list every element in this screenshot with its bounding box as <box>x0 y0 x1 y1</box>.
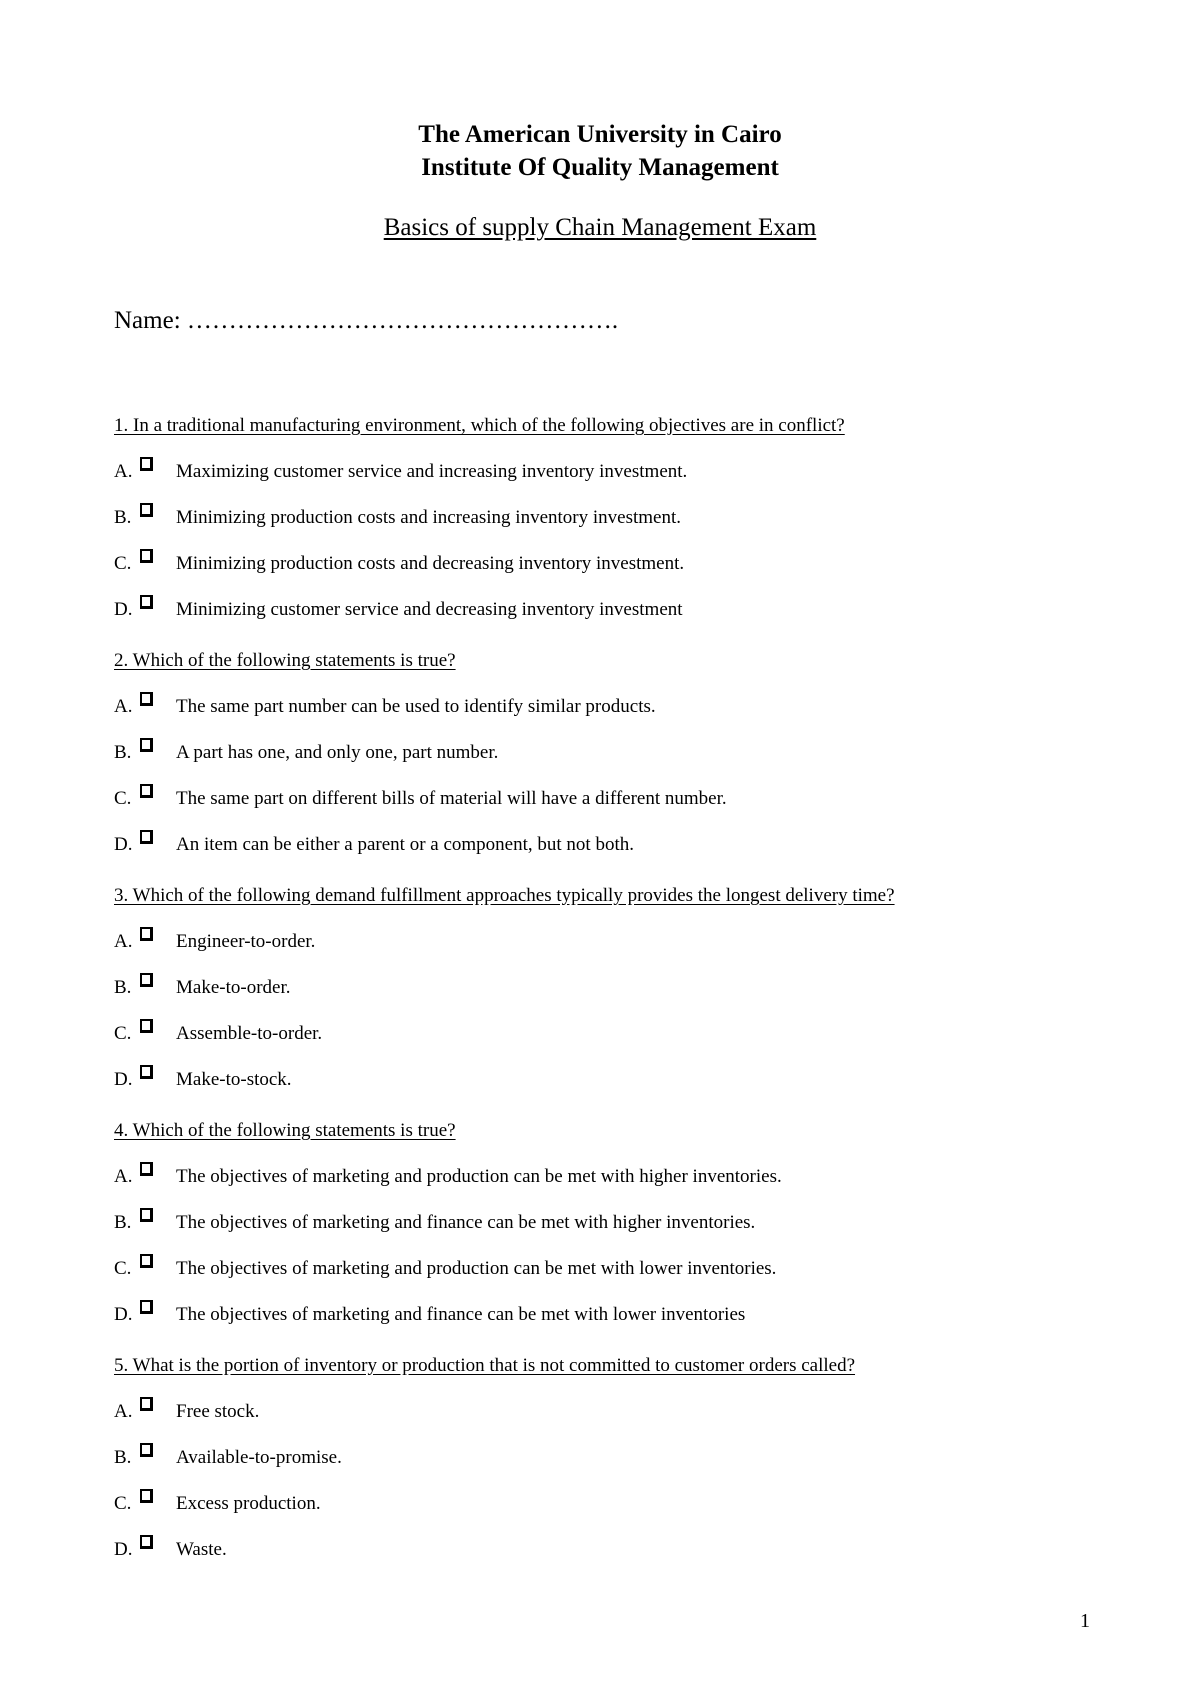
option-text: Minimizing production costs and increasing inventory investment. <box>176 507 681 528</box>
option-letter: A. <box>114 1401 133 1422</box>
checkbox-icon[interactable] <box>140 1443 153 1457</box>
option-letter: C. <box>114 788 132 809</box>
checkbox-icon[interactable] <box>140 595 153 609</box>
option-letter: B. <box>114 507 132 528</box>
option-letter: D. <box>114 1539 133 1560</box>
checkbox-icon[interactable] <box>140 1019 153 1033</box>
option-text: Available-to-promise. <box>176 1447 342 1468</box>
checkbox-icon[interactable] <box>140 1254 153 1268</box>
option-letter: C. <box>114 1493 132 1514</box>
option-letter: D. <box>114 834 133 855</box>
option-text: The objectives of marketing and finance can be met with higher inventories. <box>176 1212 756 1233</box>
page-number: 1 <box>1080 1610 1090 1632</box>
checkbox-icon[interactable] <box>140 784 153 798</box>
option-text: Minimizing production costs and decreasing inventory investment. <box>176 553 685 574</box>
checkbox-icon[interactable] <box>140 1300 153 1314</box>
checkbox-icon[interactable] <box>140 549 153 563</box>
option-letter: B. <box>114 1447 132 1468</box>
option-text: Engineer-to-order. <box>176 931 316 952</box>
option-text: Free stock. <box>176 1401 260 1422</box>
option-text: Minimizing customer service and decreasing inventory investment <box>176 599 683 620</box>
option-text: The same part number can be used to identify similar products. <box>176 696 656 717</box>
checkbox-icon[interactable] <box>140 1065 153 1079</box>
option-text: The objectives of marketing and production can be met with higher inventories. <box>176 1166 782 1187</box>
option-text: Maximizing customer service and increasing inventory investment. <box>176 461 688 482</box>
option-text: The objectives of marketing and finance can be met with lower inventories <box>176 1304 746 1325</box>
institute-title: Institute Of Quality Management <box>421 154 779 181</box>
checkbox-icon[interactable] <box>140 1397 153 1411</box>
checkbox-icon[interactable] <box>140 1162 153 1176</box>
option-letter: B. <box>114 1212 132 1233</box>
checkbox-icon[interactable] <box>140 692 153 706</box>
university-title: The American University in Cairo <box>418 121 782 148</box>
checkbox-icon[interactable] <box>140 1208 153 1222</box>
option-text: Excess production. <box>176 1493 321 1514</box>
option-text: The same part on different bills of material will have a different number. <box>176 788 727 809</box>
option-text: Assemble-to-order. <box>176 1023 323 1044</box>
checkbox-icon[interactable] <box>140 738 153 752</box>
header-block <box>0 118 1200 184</box>
checkbox-icon[interactable] <box>140 503 153 517</box>
option-letter: C. <box>114 553 132 574</box>
checkbox-icon[interactable] <box>140 973 153 987</box>
option-letter: B. <box>114 977 132 998</box>
option-letter: A. <box>114 931 133 952</box>
question-3: 3. Which of the following demand fulfillment approaches typically provides the longest delivery time? <box>114 885 895 906</box>
checkbox-icon[interactable] <box>140 457 153 471</box>
option-letter: C. <box>114 1023 132 1044</box>
option-text: An item can be either a parent or a component, but not both. <box>176 834 634 855</box>
option-letter: A. <box>114 461 133 482</box>
name-field-label: Name: ……………………………………………. <box>114 307 619 334</box>
question-5: 5. What is the portion of inventory or production that is not committed to customer orders called? <box>114 1355 856 1376</box>
option-text: Make-to-stock. <box>176 1069 292 1090</box>
option-letter: B. <box>114 742 132 763</box>
option-letter: D. <box>114 1069 133 1090</box>
option-text: Waste. <box>176 1539 227 1560</box>
exam-title: Basics of supply Chain Management Exam <box>383 214 817 241</box>
option-letter: A. <box>114 696 133 717</box>
question-4: 4. Which of the following statements is true? <box>114 1120 456 1141</box>
option-text: A part has one, and only one, part number. <box>176 742 499 763</box>
checkbox-icon[interactable] <box>140 1489 153 1503</box>
checkbox-icon[interactable] <box>140 830 153 844</box>
question-1: 1. In a traditional manufacturing environment, which of the following objectives are in conflict? <box>114 415 845 436</box>
checkbox-icon[interactable] <box>140 1535 153 1549</box>
checkbox-icon[interactable] <box>140 927 153 941</box>
option-text: Make-to-order. <box>176 977 291 998</box>
option-letter: D. <box>114 1304 133 1325</box>
option-letter: D. <box>114 599 133 620</box>
option-text: The objectives of marketing and production can be met with lower inventories. <box>176 1258 777 1279</box>
option-letter: C. <box>114 1258 132 1279</box>
question-2: 2. Which of the following statements is true? <box>114 650 456 671</box>
option-letter: A. <box>114 1166 133 1187</box>
